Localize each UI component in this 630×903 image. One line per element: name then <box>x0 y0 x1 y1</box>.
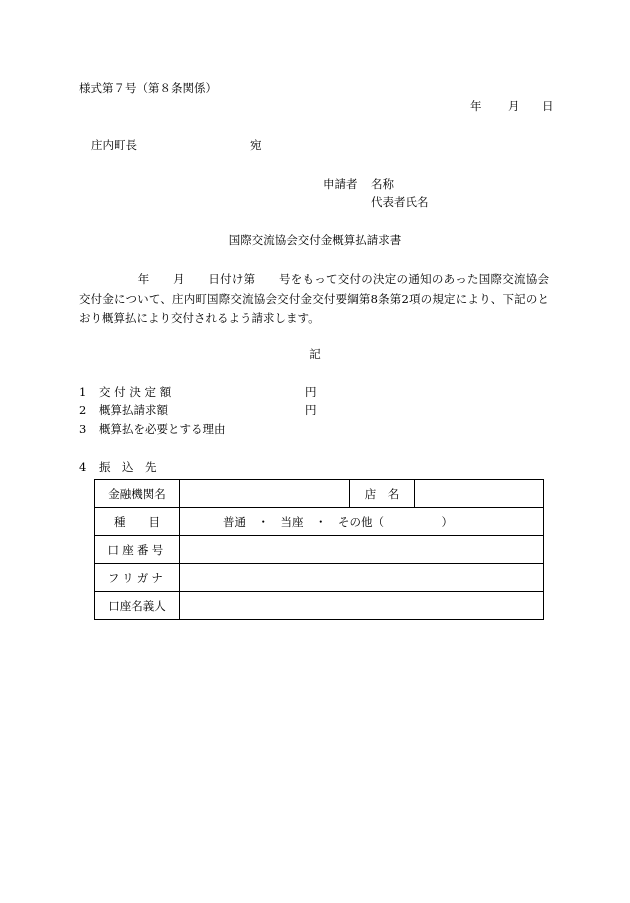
date-year: 年 <box>470 99 482 113</box>
item-3-label: 概算払を必要とする理由 <box>99 422 226 436</box>
item-2-unit: 円 <box>305 403 317 417</box>
form-number: 様式第７号（第８条関係） <box>79 81 217 95</box>
account-type-label: 種 目 <box>95 508 180 536</box>
type-row <box>95 508 544 536</box>
item-4-label: 振 込 先 <box>99 460 157 474</box>
furigana-row <box>95 564 544 592</box>
body-month: 月 <box>173 272 185 286</box>
document-page: 様式第７号（第８条関係） 年 月 日 庄内町長 宛 申請者 名称 代表者氏名 国際交流協会交付金概算払請求書 年 月 日付け第 号をもって交付の決定の通知のあった国際交流協会交付金について、庄内町国際交流協会交付金交付要綱第8条第2項の規定により、下記のとおり概算払により交付されるよう請求します。 記 1 交付決定額 円 2 概算払請求額 円 3 概算払を必要とする理由 4 振 込 先 金融機関名 店 名 種 目 普通 ・ 当座 ・ その他（ ） 口座番号 フリガナ 口座名義人 <box>0 0 630 903</box>
account-holder-label: 口座名義人 <box>95 592 180 620</box>
item-1-unit: 円 <box>305 385 317 399</box>
date-day: 日 <box>542 99 554 113</box>
branch-label: 店 名 <box>350 480 415 508</box>
recipient-name: 庄内町長 <box>91 138 137 152</box>
body-year: 年 <box>137 272 150 286</box>
ki-heading: 記 <box>309 347 321 361</box>
date-month: 月 <box>508 99 520 113</box>
furigana-label: フリガナ <box>95 564 180 592</box>
applicant-rep-label: 代表者氏名 <box>371 195 429 209</box>
body-day-no: 日付け第 <box>208 272 256 286</box>
request-body <box>79 270 549 329</box>
bank-name-label: 金融機関名 <box>95 480 180 508</box>
furigana-field[interactable] <box>180 564 544 592</box>
account-type-options[interactable]: 普通 ・ 当座 ・ その他（ ） <box>180 508 544 536</box>
document-title: 国際交流協会交付金概算払請求書 <box>228 233 402 247</box>
recipient-suffix: 宛 <box>250 138 262 152</box>
item-2-label: 概算払請求額 <box>99 403 168 417</box>
account-number-label: 口座番号 <box>95 536 180 564</box>
account-holder-field[interactable] <box>180 592 544 620</box>
applicant-label: 申請者 <box>323 177 358 191</box>
bank-name-field[interactable] <box>180 480 350 508</box>
account-number-field[interactable] <box>180 536 544 564</box>
account-number-row <box>95 536 544 564</box>
applicant-name-label: 名称 <box>371 177 394 191</box>
body-text: 号をもって交付の決定の通知のあった国際交流協会交付金について、庄内町国際交流協会交付金交付要綱第8条第2項の規定により、下記のとおり概算払により交付されるよう請求します。 <box>79 272 550 325</box>
branch-field[interactable] <box>415 480 544 508</box>
bank-account-table <box>94 479 544 620</box>
bank-row <box>95 480 544 508</box>
item-1-label: 交付決定額 <box>99 385 175 399</box>
holder-row <box>95 592 544 620</box>
